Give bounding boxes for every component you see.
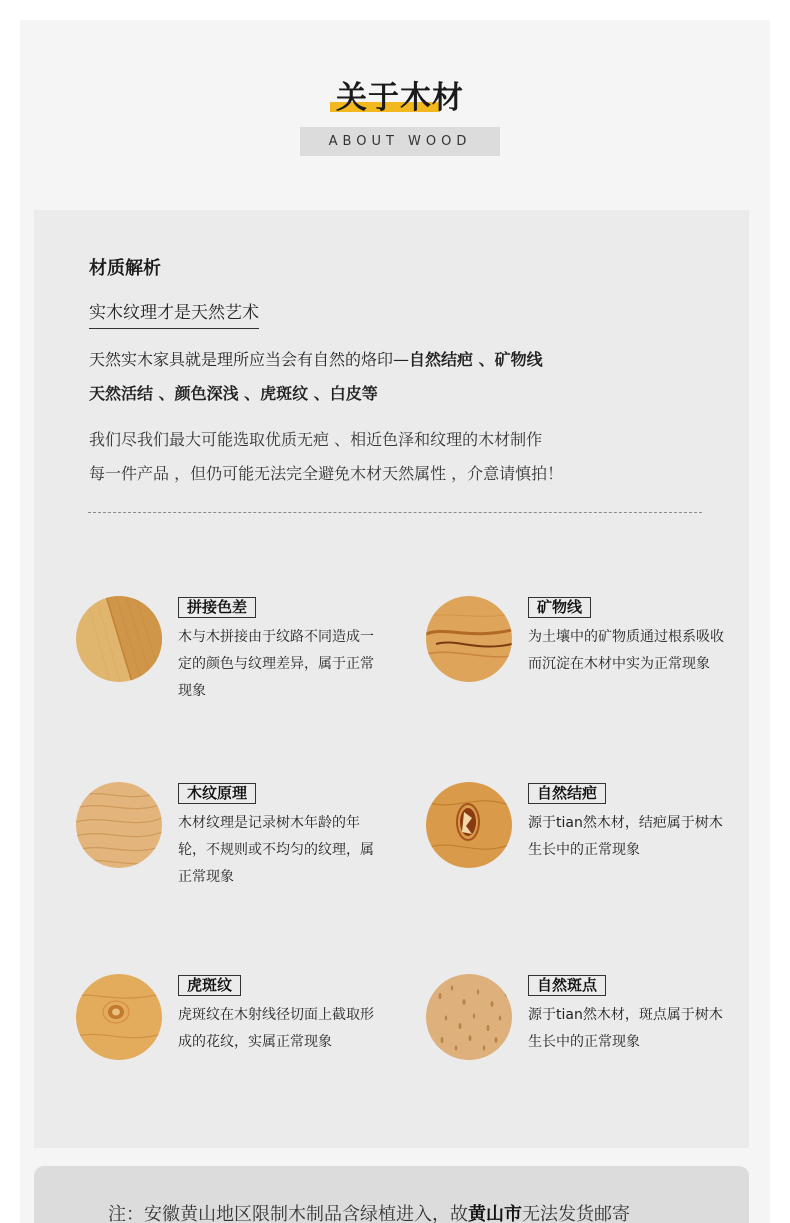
feature-label: 自然结疤	[528, 783, 606, 804]
section-subhead: 实木纹理才是天然艺术	[89, 302, 259, 329]
intro-text: 天然实木家具就是理所应当会有自然的烙印—	[89, 350, 410, 369]
mineral-line-icon	[426, 596, 512, 682]
notice-suffix: 无法发货邮寄	[522, 1204, 630, 1223]
feature-desc: 为土壤中的矿物质通过根系吸收而沉淀在木材中实为正常现象	[528, 629, 724, 672]
tiger-stripe-icon	[76, 974, 162, 1060]
feature-desc: 源于tian然木材，结疤属于树木生长中的正常现象	[528, 815, 723, 858]
spots-icon	[426, 974, 512, 1060]
feature-item	[426, 974, 756, 1094]
feature-label: 拼接色差	[178, 597, 256, 618]
shipping-notice	[34, 1166, 749, 1223]
page-subtitle: ABOUT WOOD	[300, 127, 500, 156]
shipping-notice-text	[108, 1200, 630, 1223]
section-title: 材质解析	[89, 258, 161, 279]
intro-highlight-2: 天然活结 、颜色深浅 、虎斑纹 、白皮等	[89, 384, 378, 403]
feature-item	[76, 974, 406, 1094]
wood-grain-icon	[76, 782, 162, 868]
feature-desc: 木与木拼接由于纹路不同造成一定的颜色与纹理差异，属于正常现象	[178, 629, 374, 699]
feature-item	[76, 782, 406, 902]
material-card	[34, 210, 749, 1148]
page-title: 关于木材	[336, 80, 464, 116]
wood-splice-icon	[76, 596, 162, 682]
notice-line-1: 我们尽我们最大可能选取优质无疤 、相近色泽和纹理的木材制作	[89, 430, 543, 449]
feature-desc: 虎斑纹在木射线径切面上截取形成的花纹，实属正常现象	[178, 1007, 374, 1050]
feature-label: 矿物线	[528, 597, 591, 618]
intro-paragraph	[89, 343, 543, 411]
notice-city: 黄山市	[468, 1204, 522, 1223]
feature-label: 木纹原理	[178, 783, 256, 804]
feature-label: 虎斑纹	[178, 975, 241, 996]
notice-paragraph	[89, 423, 563, 491]
knot-icon	[426, 782, 512, 868]
notice-prefix: 注：安徽黄山地区限制木制品含绿植进入，故	[108, 1204, 468, 1223]
feature-item	[426, 782, 756, 902]
title-block	[330, 78, 470, 118]
dashed-divider	[88, 512, 702, 513]
intro-highlight: 自然结疤 、矿物线	[409, 350, 543, 369]
feature-desc: 源于tian然木材，斑点属于树木生长中的正常现象	[528, 1007, 723, 1050]
feature-label: 自然斑点	[528, 975, 606, 996]
notice-line-2: 每一件产品 ，但仍可能无法完全避免木材天然属性 ，介意请慎拍！	[89, 464, 564, 483]
feature-item	[426, 596, 756, 716]
feature-item	[76, 596, 406, 716]
feature-desc: 木材纹理是记录树木年龄的年轮，不规则或不均匀的纹理，属正常现象	[178, 815, 374, 885]
